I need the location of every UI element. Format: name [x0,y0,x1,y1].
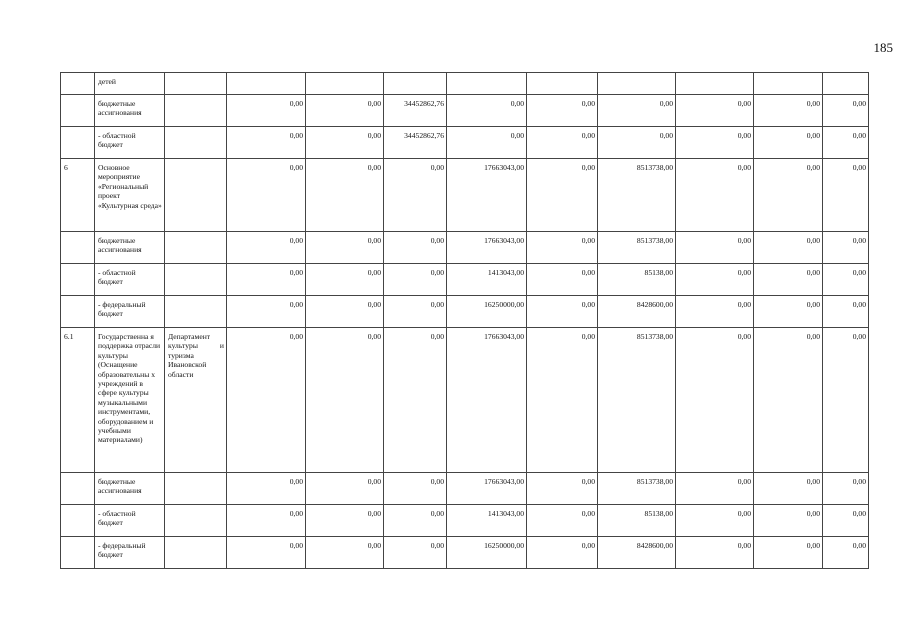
value-cell [527,73,598,95]
value-cell: 17663043,00 [447,159,527,232]
value-cell: 8428600,00 [598,537,676,569]
executor-cell [165,505,227,537]
value-cell: 0,00 [527,95,598,127]
executor-cell [165,537,227,569]
value-cell: 0,00 [384,328,447,473]
value-cell: 17663043,00 [447,232,527,264]
value-cell: 0,00 [306,473,384,505]
value-cell: 8513738,00 [598,328,676,473]
value-cell: 0,00 [384,159,447,232]
value-cell [384,73,447,95]
executor-cell [165,159,227,232]
value-cell [598,73,676,95]
value-cell: 0,00 [823,95,869,127]
value-cell: 8513738,00 [598,159,676,232]
value-cell: 0,00 [306,127,384,159]
value-cell: 0,00 [447,127,527,159]
row-number-cell [61,95,95,127]
value-cell: 0,00 [227,159,306,232]
value-cell: 0,00 [527,537,598,569]
value-cell: 0,00 [754,328,823,473]
value-cell: 0,00 [676,505,754,537]
value-cell: 0,00 [306,232,384,264]
value-cell [676,73,754,95]
table-row [61,264,869,296]
value-cell: 0,00 [527,127,598,159]
measure-name-cell: - федеральный бюджет [95,537,165,569]
value-cell: 0,00 [676,328,754,473]
value-cell: 0,00 [676,473,754,505]
row-number-cell [61,473,95,505]
row-number-cell [61,264,95,296]
page-number: 185 [873,40,893,55]
value-cell: 0,00 [227,127,306,159]
value-cell: 0,00 [306,328,384,473]
value-cell [227,73,306,95]
value-cell: 0,00 [227,296,306,328]
value-cell: 85138,00 [598,505,676,537]
value-cell: 0,00 [527,159,598,232]
value-cell: 0,00 [823,505,869,537]
table-row [61,127,869,159]
value-cell: 0,00 [447,95,527,127]
value-cell: 17663043,00 [447,473,527,505]
value-cell: 0,00 [227,95,306,127]
value-cell: 0,00 [823,232,869,264]
value-cell: 0,00 [754,537,823,569]
value-cell: 0,00 [227,264,306,296]
value-cell: 0,00 [754,264,823,296]
value-cell: 0,00 [823,127,869,159]
value-cell: 0,00 [306,537,384,569]
table-row [61,159,869,232]
value-cell: 0,00 [527,505,598,537]
executor-cell [165,473,227,505]
value-cell: 0,00 [754,505,823,537]
value-cell: 0,00 [384,505,447,537]
value-cell: 0,00 [527,473,598,505]
table-row [61,328,869,473]
value-cell [306,73,384,95]
executor-cell: Департамент культуры и туризма Ивановской области [165,328,227,473]
value-cell: 0,00 [306,264,384,296]
value-cell: 1413043,00 [447,264,527,296]
measure-name-cell: детей [95,73,165,95]
value-cell: 0,00 [384,232,447,264]
value-cell: 0,00 [754,127,823,159]
value-cell: 85138,00 [598,264,676,296]
value-cell: 0,00 [306,95,384,127]
value-cell: 0,00 [227,537,306,569]
table-row [61,95,869,127]
value-cell: 0,00 [754,159,823,232]
value-cell: 0,00 [306,505,384,537]
row-number-cell [61,127,95,159]
value-cell: 0,00 [227,473,306,505]
value-cell: 0,00 [823,537,869,569]
value-cell: 0,00 [527,264,598,296]
value-cell: 0,00 [676,537,754,569]
value-cell: 0,00 [306,296,384,328]
value-cell: 0,00 [823,264,869,296]
row-number-cell [61,232,95,264]
value-cell: 0,00 [527,328,598,473]
executor-cell [165,296,227,328]
value-cell: 16250000,00 [447,537,527,569]
value-cell: 0,00 [823,159,869,232]
measure-name-cell: - областной бюджет [95,505,165,537]
budget-table [60,72,869,569]
value-cell: 0,00 [676,264,754,296]
executor-cell [165,73,227,95]
value-cell: 0,00 [676,296,754,328]
value-cell: 34452862,76 [384,95,447,127]
value-cell: 0,00 [754,232,823,264]
value-cell: 0,00 [676,232,754,264]
row-number-cell [61,505,95,537]
value-cell: 0,00 [227,232,306,264]
value-cell: 17663043,00 [447,328,527,473]
executor-cell [165,127,227,159]
value-cell: 0,00 [754,296,823,328]
value-cell: 0,00 [227,505,306,537]
table-row [61,505,869,537]
table-row [61,537,869,569]
table-row [61,296,869,328]
executor-cell [165,232,227,264]
value-cell: 0,00 [823,473,869,505]
value-cell [754,73,823,95]
value-cell: 1413043,00 [447,505,527,537]
measure-name-cell: бюджетные ассигнования [95,232,165,264]
table-row [61,73,869,95]
value-cell: 0,00 [754,95,823,127]
executor-cell [165,264,227,296]
value-cell: 8428600,00 [598,296,676,328]
value-cell: 0,00 [676,127,754,159]
value-cell: 0,00 [598,95,676,127]
value-cell: 8513738,00 [598,473,676,505]
table-row [61,232,869,264]
row-number-cell [61,296,95,328]
executor-cell [165,95,227,127]
measure-name-cell: - областной бюджет [95,264,165,296]
row-number-cell [61,73,95,95]
table-row [61,473,869,505]
row-number-cell: 6 [61,159,95,232]
row-number-cell: 6.1 [61,328,95,473]
measure-name-cell: - областной бюджет [95,127,165,159]
measure-name-cell: бюджетные ассигнования [95,95,165,127]
value-cell: 0,00 [384,473,447,505]
value-cell: 8513738,00 [598,232,676,264]
value-cell: 0,00 [676,159,754,232]
value-cell: 0,00 [227,328,306,473]
value-cell: 0,00 [598,127,676,159]
value-cell: 0,00 [527,296,598,328]
value-cell: 0,00 [823,328,869,473]
value-cell: 0,00 [823,296,869,328]
value-cell [823,73,869,95]
value-cell: 16250000,00 [447,296,527,328]
value-cell: 0,00 [384,264,447,296]
measure-name-cell: бюджетные ассигнования [95,473,165,505]
value-cell: 34452862,76 [384,127,447,159]
value-cell: 0,00 [676,95,754,127]
value-cell [447,73,527,95]
measure-name-cell: - федеральный бюджет [95,296,165,328]
value-cell: 0,00 [754,473,823,505]
row-number-cell [61,537,95,569]
measure-name-cell: Основное мероприятие «Региональный проект «Культурная среда» [95,159,165,232]
value-cell: 0,00 [527,232,598,264]
value-cell: 0,00 [384,537,447,569]
value-cell: 0,00 [384,296,447,328]
value-cell: 0,00 [306,159,384,232]
measure-name-cell: Государственна я поддержка отрасли культуры (Оснащение образовательны х учреждений в сфере культуры музыкальными инструментами, оборудованием и учебными материалами) [95,328,165,473]
